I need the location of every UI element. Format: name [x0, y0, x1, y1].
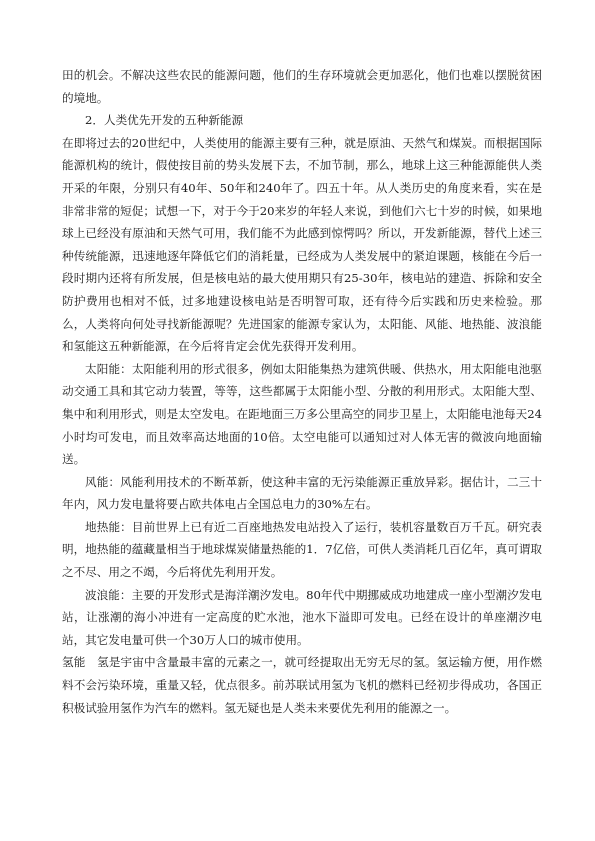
paragraph-energy-overview: 在即将过去的20世纪中，人类使用的能源主要有三种，就是原油、天然气和煤炭。而根据国际能源机构的统计，假使按目前的势头发展下去，不加节制，那么，地球上这三种能源能供人类开采的年限，分别只有40年、50年和240年了。四五十年。从人类历史的角度来看，实在是非常非常的短促；试想一下，对于今于20来岁的年轻人来说，到他们六七十岁的时候，如果地球上已经没有原油和天然气可用，我们能不为此感到惊愕吗？所以，开发新能源，替代上述三种传统能源，迅速地逐年降低它们的消耗量，已经成为人类发展中的紧迫课题，核能在今后一段时期内还将有所发展，但是核电站的最大使用期只有25-30年，核电站的建造、拆除和安全防护费用也相对不低，过多地建设核电站是否明智可取，还有待今后实践和历史来检验。那么，人类将向何处寻找新能源呢？先进国家的能源专家认为，太阳能、风能、地热能、波浪能和氢能这五种新能源，在今后将肯定会优先获得开发利用。	[62, 135, 542, 354]
paragraph-hydrogen-energy: 氢能 氢是宇宙中含量最丰富的元素之一，就可经提取出无穷无尽的氢。氢运输方便，用作燃料不会污染环境，重量又轻，优点很多。前苏联试用氢为飞机的燃料已经初步得成功，各国正积极试验用氢作为汽车的燃料。氢无疑也是人类未来要优先利用的能源之一。	[62, 655, 542, 715]
section-heading-new-energy: 2．人类优先开发的五种新能源	[85, 113, 244, 128]
paragraph-solar-energy: 太阳能：太阳能利用的形式很多，例如太阳能集热为建筑供暖、供热水，用太阳能电池驱动交通工具和其它动力装置，等等，这些都属于太阳能小型、分散的利用形式。太阳能大型、集中和利用形式，则是太空发电。在距地面三万多公里高空的同步卫星上，太阳能电池每天24小时均可发电，而且效率高达地面的10倍。太空电能可以通知过对人体无害的微波向地面输送。	[62, 361, 542, 467]
document-page	[62, 64, 542, 719]
paragraph-wind-energy: 风能：风能利用技术的不断革新，使这种丰富的无污染能源正重放异彩。据估计，二三十年内，风力发电量将要占欧共体电占全国总电力的30%左右。	[62, 474, 542, 512]
paragraph-wave-energy: 波浪能：主要的开发形式是海洋潮汐发电。80年代中期挪威成功地建成一座小型潮汐发电站，让涨潮的海小冲进有一定高度的贮水池，池水下溢即可发电。已经在设计的单座潮汐电站，其它发电量可供一个30万人口的城市使用。	[62, 587, 542, 647]
paragraph-geothermal-energy: 地热能：目前世界上已有近二百座地热发电站投入了运行，装机容量数百万千瓦。研究表明，地热能的蕴藏量相当于地球煤炭储量热能的1．7亿倍，可供人类消耗几百亿年，真可谓取之不尽、用之不竭，今后将优先利用开发。	[62, 519, 542, 580]
paragraph-1: 田的机会。不解决这些农民的能源问题，他们的生存环境就会更加恶化，他们也难以摆脱贫困的境地。	[62, 68, 542, 105]
